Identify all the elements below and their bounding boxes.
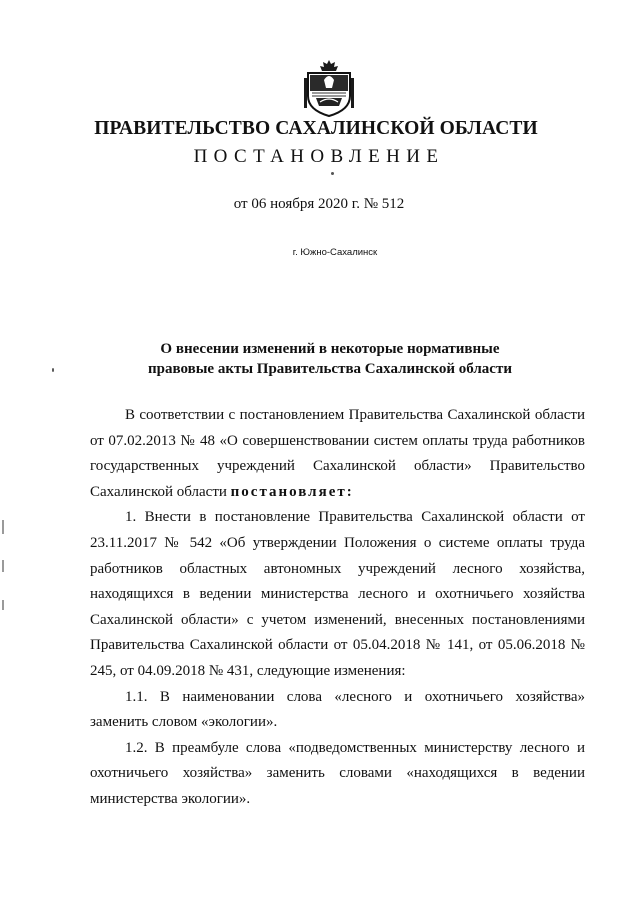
item-1-paragraph: 1. Внести в постановление Правительства Сахалинской области от 23.11.2017 № 542 «Об утверждении Положения о системе оплаты труда работников областных автономных учреждений лесного хозяйства, находящихся в ведении министерства лесного и охотничьего хозяйства Сахалинской области» с учетом изменений, внесенных постановлениями Правительства Сахалинской области от 05.04.2018 № 141, от 05.06.2018 № 245, от 04.09.2018 № 431, следующие изменения: [90,509,585,679]
scan-edge-mark [2,560,4,572]
scan-edge-mark [2,520,4,534]
document-city: г. Южно-Сахалинск [292,247,378,258]
intro-paragraph [90,403,585,505]
coat-of-arms-icon [302,58,356,118]
scan-speck [52,368,54,372]
subject-line-2: правовые акты Правительства Сахалинской области [148,361,512,377]
document-subject [120,339,540,379]
document-date-number: от 06 ноября 2020 г. № 512 [233,196,405,212]
item-1-1-paragraph: 1.1. В наименовании слова «лесного и охотничьего хозяйства» заменить словом «экологии». [90,688,585,731]
government-name: ПРАВИТЕЛЬСТВО САХАЛИНСКОЙ ОБЛАСТИ [94,118,538,139]
document-type: ПОСТАНОВЛЕНИЕ [193,146,445,167]
subject-line-1: О внесении изменений в некоторые нормативные [160,341,500,357]
scan-edge-mark [2,600,4,610]
intro-text: В соответствии с постановлением Правительства Сахалинской области от 07.02.2013 № 48 «О совершенствовании систем оплаты труда работников государственных учреждений Сахалинской области» Правительство Сахалинской области [90,407,585,500]
item-1-2-paragraph: 1.2. В преамбуле слова «подведомственных министерству лесного и охотничьего хозяйства» заменить словами «находящихся в ведении министерства экологии». [90,739,585,807]
scan-speck [331,172,334,175]
decree-word: постановляет: [230,483,354,500]
document-body [90,403,585,813]
